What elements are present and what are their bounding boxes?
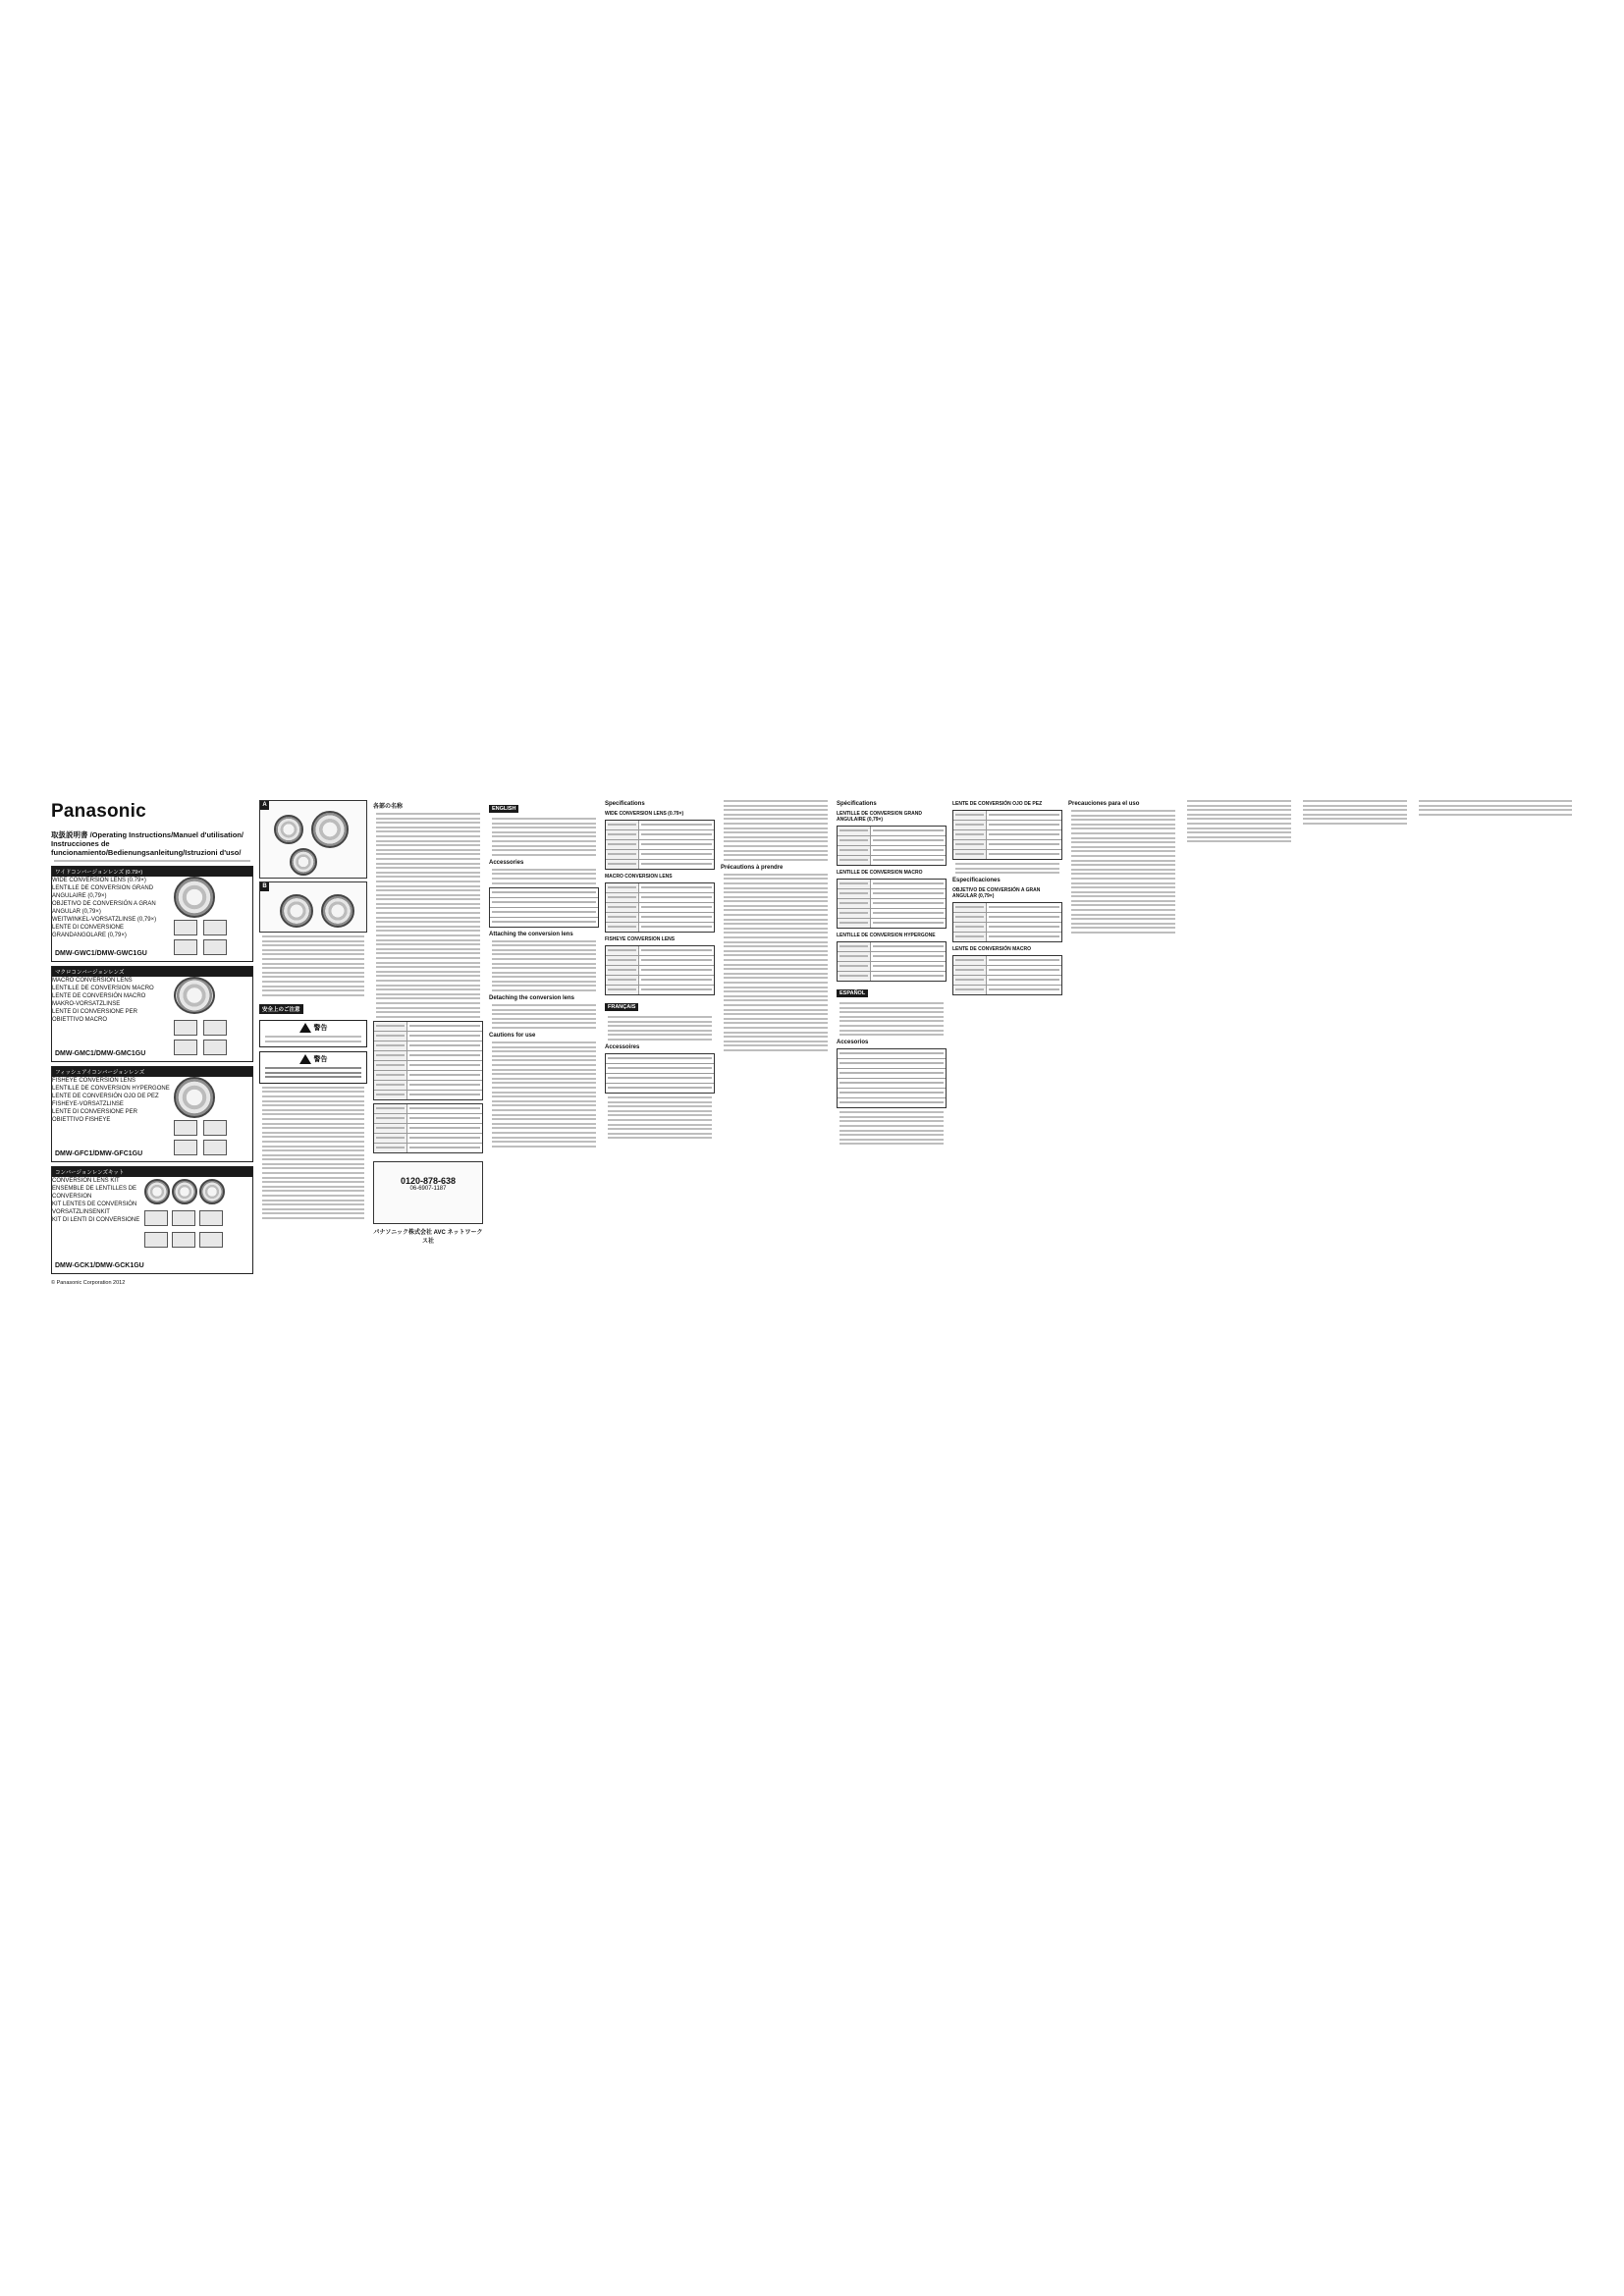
japanese-parts-heading: 各部の名称 (373, 804, 404, 810)
accessory-image (203, 939, 227, 955)
figure-column (259, 797, 367, 1402)
model-line: OBJETIVO DE CONVERSIÓN A GRAN ANGULAR (0,79×) (52, 900, 156, 915)
english-specs-column (605, 797, 715, 1402)
model-box-macro (51, 966, 253, 1062)
model-line: MAKRO-VORSATZLINSE (52, 1000, 121, 1007)
caution-heading: Cautions for use (489, 1033, 536, 1040)
model-line: LENTILLE DE CONVERSION GRAND ANGULAIRE (0,79×) (52, 884, 154, 899)
model-line: MACRO CONVERSION LENS (52, 977, 133, 984)
spanish-spec-table (952, 955, 1062, 995)
spanish-spec-fisheye-heading: LENTE DE CONVERSIÓN OJO DE PEZ (952, 801, 1043, 807)
model-line: LENTE DE CONVERSIÓN MACRO (52, 992, 146, 999)
document-title (51, 830, 253, 857)
french-spec-wide-heading: LENTILLE DE CONVERSION GRAND ANGULAIRE (0,79×) (837, 811, 922, 823)
warning-title: 警告 (262, 1023, 364, 1033)
model-line: CONVERSION LENS KIT (52, 1177, 120, 1184)
model-box-kit (51, 1166, 253, 1274)
french-spec-fisheye-heading: LENTILLE DE CONVERSION HYPERGONE (837, 933, 936, 938)
japanese-body-text (259, 1087, 367, 1219)
accessory-image (172, 1210, 195, 1226)
accessory-image (172, 1232, 195, 1248)
warning-box (259, 1020, 367, 1047)
accessory-image (203, 1020, 227, 1036)
spanish-precautions-heading: Precauciones para el uso (1068, 801, 1140, 807)
spanish-spec-table (952, 810, 1062, 860)
language-tab-french: FRANÇAIS (605, 1003, 638, 1011)
figure-a-attach (259, 800, 367, 879)
accessory-image (144, 1232, 168, 1248)
spanish-accessory-table (837, 1048, 947, 1108)
model-number: DMW-GFC1/DMW-GFC1GU (55, 1149, 143, 1157)
japanese-spec-table (373, 1103, 483, 1153)
accessory-image (203, 920, 227, 935)
french-column (721, 797, 831, 1402)
model-line: KIT LENTES DE CONVERSIÓN (52, 1201, 137, 1207)
spanish-specs-heading: Especificaciones (952, 878, 1001, 884)
danger-title: 警告 (262, 1054, 364, 1064)
spec-table-wide (605, 820, 715, 870)
model-heading: フィッシュアイコンバージョンレンズ (52, 1067, 252, 1077)
model-line: LENTILLE DE CONVERSION HYPERGONE (52, 1085, 170, 1092)
french-spec-table (837, 941, 947, 982)
japanese-spec-table (373, 1021, 483, 1100)
model-line: LENTE DI CONVERSIONE PER OBIETTIVO MACRO (52, 1008, 138, 1023)
instruction-sheet (51, 797, 1575, 1402)
accessory-image (199, 1232, 223, 1248)
language-tab-spanish: ESPAÑOL (837, 989, 868, 997)
model-line: LENTE DI CONVERSIONE GRANDANGOLARE (0,79×) (52, 924, 127, 938)
camera-lens-drawing (274, 815, 303, 844)
model-line: ENSEMBLE DE LENTILLES DE CONVERSION (52, 1185, 137, 1200)
french-spec-table (837, 879, 947, 929)
mounted-lens-drawing (290, 848, 317, 876)
model-line: FISHEYE CONVERSION LENS (52, 1077, 136, 1084)
accessory-image (199, 1210, 223, 1226)
model-line: WIDE CONVERSION LENS (0.79×) (52, 877, 146, 883)
accessory-image (203, 1140, 227, 1155)
french-spec-macro-heading: LENTILLE DE CONVERSION MACRO (837, 870, 923, 876)
wide-lens-image (174, 877, 215, 918)
spanish-specs-column (952, 797, 1062, 1402)
detach-lens-drawing (280, 894, 313, 928)
french-spec-table (837, 826, 947, 866)
figure-label-b: B (260, 882, 269, 891)
japanese-specs-column (373, 797, 483, 1402)
accessory-image (174, 1020, 197, 1036)
model-number: DMW-GCK1/DMW-GCK1GU (55, 1261, 144, 1269)
model-number: DMW-GWC1/DMW-GWC1GU (55, 949, 147, 957)
text-column (1416, 797, 1575, 1402)
accessory-image (174, 1120, 197, 1136)
support-phone-alt: 06-6907-1187 (409, 1185, 447, 1192)
spec-fisheye-heading: FISHEYE CONVERSION LENS (605, 936, 676, 942)
cover-column (51, 797, 253, 1402)
model-line: VORSATZLINSENKIT (52, 1208, 110, 1215)
accessory-image (174, 1140, 197, 1155)
model-heading: ワイドコンバージョンレンズ (0.79×) (52, 867, 252, 877)
spanish-spec-table (952, 902, 1062, 942)
accessory-image (203, 1040, 227, 1055)
french-specs-column (837, 797, 947, 1402)
title-lines-other (51, 860, 253, 862)
model-line: FISHEYE-VORSATZLINSE (52, 1100, 124, 1107)
french-specs-heading: Spécifications (837, 801, 877, 807)
detach-heading: Detaching the conversion lens (489, 995, 575, 1002)
copyright: © Panasonic Corporation 2012 (51, 1279, 126, 1286)
model-box-fisheye (51, 1066, 253, 1162)
model-line: LENTILLE DE CONVERSION MACRO (52, 985, 154, 991)
danger-box (259, 1051, 367, 1084)
japanese-parts-text (373, 813, 483, 1018)
warning-triangle-icon (299, 1023, 311, 1033)
conversion-lens-drawing (311, 811, 349, 848)
accessory-image (203, 1120, 227, 1136)
spanish-accessories-heading: Accesorios (837, 1040, 869, 1046)
figure-b-detach (259, 881, 367, 933)
accessory-table (489, 887, 599, 928)
japanese-intro-text (259, 935, 367, 996)
spanish-spec-wide-heading: OBJETIVO DE CONVERSIÓN A GRAN ANGULAR (0,79×) (952, 887, 1041, 900)
model-line: LENTE DE CONVERSIÓN OJO DE PEZ (52, 1093, 159, 1099)
spec-table-macro (605, 882, 715, 933)
model-heading: マクロコンバージョンレンズ (52, 967, 252, 977)
spec-wide-heading: WIDE CONVERSION LENS (0.79×) (605, 811, 684, 817)
model-number: DMW-GMC1/DMW-GMC1GU (55, 1049, 146, 1057)
english-column (489, 797, 599, 1402)
language-tab-english: ENGLISH (489, 805, 518, 813)
manufacturer: パナソニック株式会社 AVC ネットワークス社 (373, 1229, 483, 1245)
specs-heading: Specifications (605, 801, 645, 807)
title-line: 取扱説明書 /Operating Instructions/Manuel d'utilisation/ (51, 830, 244, 839)
model-box-wide (51, 866, 253, 962)
accessory-image (174, 920, 197, 935)
model-line: LENTE DI CONVERSIONE PER OBIETTIVO FISHEYE (52, 1108, 138, 1123)
macro-lens-image (174, 977, 215, 1014)
french-accessory-table (605, 1053, 715, 1094)
kit-lens-image (199, 1179, 225, 1204)
accessory-image (174, 1040, 197, 1055)
accessories-heading: Accessories (489, 859, 524, 866)
spec-macro-heading: MACRO CONVERSION LENS (605, 874, 673, 880)
warning-triangle-icon (299, 1054, 311, 1064)
accessory-image (174, 939, 197, 955)
fisheye-lens-image (174, 1077, 215, 1118)
detach-lens-drawing (321, 894, 354, 928)
french-precautions-heading: Précautions à prendre (721, 864, 784, 871)
kit-lens-image (172, 1179, 197, 1204)
model-line: KIT DI LENTI DI CONVERSIONE (52, 1216, 140, 1223)
spec-table-fisheye (605, 945, 715, 995)
title-line: Instrucciones de funcionamiento/Bedienungsanleitung/Istruzioni d'uso/ (51, 839, 242, 857)
model-line: WEITWINKEL-VORSATZLINSE (0,79×) (52, 916, 157, 923)
french-accessories-heading: Accessoires (605, 1043, 640, 1050)
brand-logo: Panasonic (51, 801, 146, 822)
support-contact-box (373, 1161, 483, 1224)
text-column (1300, 797, 1410, 1402)
text-column (1184, 797, 1294, 1402)
kit-lens-image (144, 1179, 170, 1204)
spanish-precautions-column (1068, 797, 1178, 1402)
model-heading: コンバージョンレンズキット (52, 1167, 252, 1177)
figure-label-a: A (260, 801, 269, 810)
attach-heading: Attaching the conversion lens (489, 931, 573, 937)
support-phone: 0120-878-638 (400, 1175, 457, 1186)
spanish-spec-macro-heading: LENTE DE CONVERSIÓN MACRO (952, 946, 1032, 953)
accessory-image (144, 1210, 168, 1226)
safety-heading: 安全上のご注意 (259, 1004, 303, 1014)
